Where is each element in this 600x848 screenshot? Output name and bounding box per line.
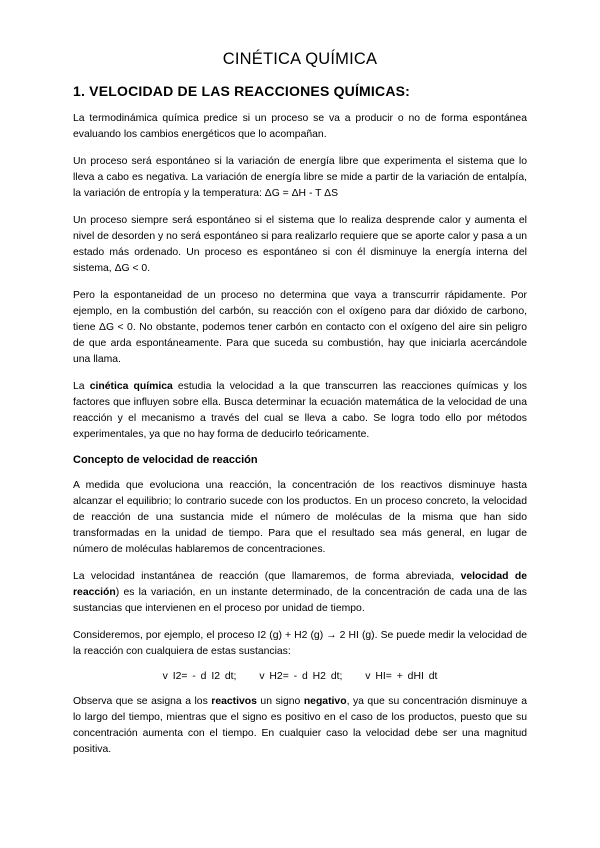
p9-part-a: Observa que se asigna a los	[73, 696, 212, 707]
p9-bold-negativo: negativo	[303, 696, 347, 707]
p9-part-c: , ya que su concentración disminuye a lo largo del tiempo, mientras que el signo es positivo en el caso de los productos, puesto que su concentración aumenta con el tiempo. En cualquier caso la velocidad debe ser una magnitud positiva.	[73, 696, 527, 755]
equation-hi: v HI= + dHI dt	[365, 671, 438, 682]
p9-part-b: un signo	[256, 696, 304, 707]
document-title: CINÉTICA QUÍMICA	[222, 50, 378, 68]
section-heading: 1. VELOCIDAD DE LAS REACCIONES QUÍMICAS:	[73, 83, 411, 99]
paragraph-3: Un proceso siempre será espontáneo si el sistema que lo realiza desprende calor y aumenta el nivel de desorden y no será espontáneo si para realizarlo requiere que se aporte calor y pasa a un estado más ordenado. Un proceso es espontáneo si con él disminuye la energía interna del sistema, ΔG < 0.	[73, 215, 527, 274]
paragraph-1: La termodinámica química predice si un proceso se va a producir o no de forma espontánea evaluando los cambios energéticos que lo acompañan.	[73, 113, 527, 140]
paragraph-2: Un proceso será espontáneo si la variación de energía libre que experimenta el sistema que lo lleva a cabo es negativa. La variación de energía libre se mide a partir de la variación de entalpía, la variación de entropía y la temperatura: ΔG = ΔH - T ΔS	[73, 156, 527, 199]
paragraph-8: Consideremos, por ejemplo, el proceso I2 (g) + H2 (g) → 2 HI (g). Se puede medir la velocidad de la reacción con cualquiera de estas sustancias:	[73, 630, 527, 657]
paragraph-7	[73, 569, 527, 617]
paragraph-6: A medida que evoluciona una reacción, la concentración de los reactivos disminuye hasta alcanzar el equilibrio; lo contrario sucede con los productos. En un proceso concreto, la velocidad de reacción de una sustancia mide el número de moléculas de la misma que han sido transformadas en la unidad de tiempo. Para que el resultado sea más general, en lugar de número de moléculas hablaremos de concentraciones.	[73, 480, 527, 555]
paragraph-4: Pero la espontaneidad de un proceso no determina que vaya a transcurrir rápidamente. Por ejemplo, en la combustión del carbón, su reacción con el oxígeno para dar dióxido de carbono, tiene ΔG < 0. No obstante, podemos tener carbón en contacto con el oxígeno del aire sin peligro de que arda espontáneamente. Para que suceda su combustión, hay que iniciarla acercándole una llama.	[73, 290, 527, 365]
paragraph-9	[73, 694, 527, 758]
p7-bold-term: velocidad de reacción	[73, 571, 527, 598]
p9-bold-reactivos: reactivos	[211, 696, 257, 707]
equation-h2: v H2= - d H2 dt;	[259, 671, 343, 682]
p7-rest: ) es la variación, en un instante determinado, de la concentración de cada una de las sustancias que intervienen en el proceso por unidad de tiempo.	[73, 587, 527, 614]
paragraph-5	[73, 379, 527, 443]
p5-rest: estudia la velocidad a la que transcurren las reacciones químicas y los factores que influyen sobre ella. Busca determinar la ecuación matemática de la velocidad de una reacción y el mecanismo a través del cual se lleva a cabo. Se logra todo ello por métodos experimentales, ya que no hay forma de deducirlo teóricamente.	[73, 381, 527, 440]
equation-i2: v I2= - d I2 dt;	[162, 671, 237, 682]
rate-equations	[73, 671, 527, 682]
p5-lead: La	[73, 381, 90, 392]
subheading: Concepto de velocidad de reacción	[73, 454, 258, 466]
p5-bold-term: cinética química	[89, 381, 173, 392]
p7-lead: La velocidad instantánea de reacción (que llamaremos, de forma abreviada,	[73, 571, 461, 582]
